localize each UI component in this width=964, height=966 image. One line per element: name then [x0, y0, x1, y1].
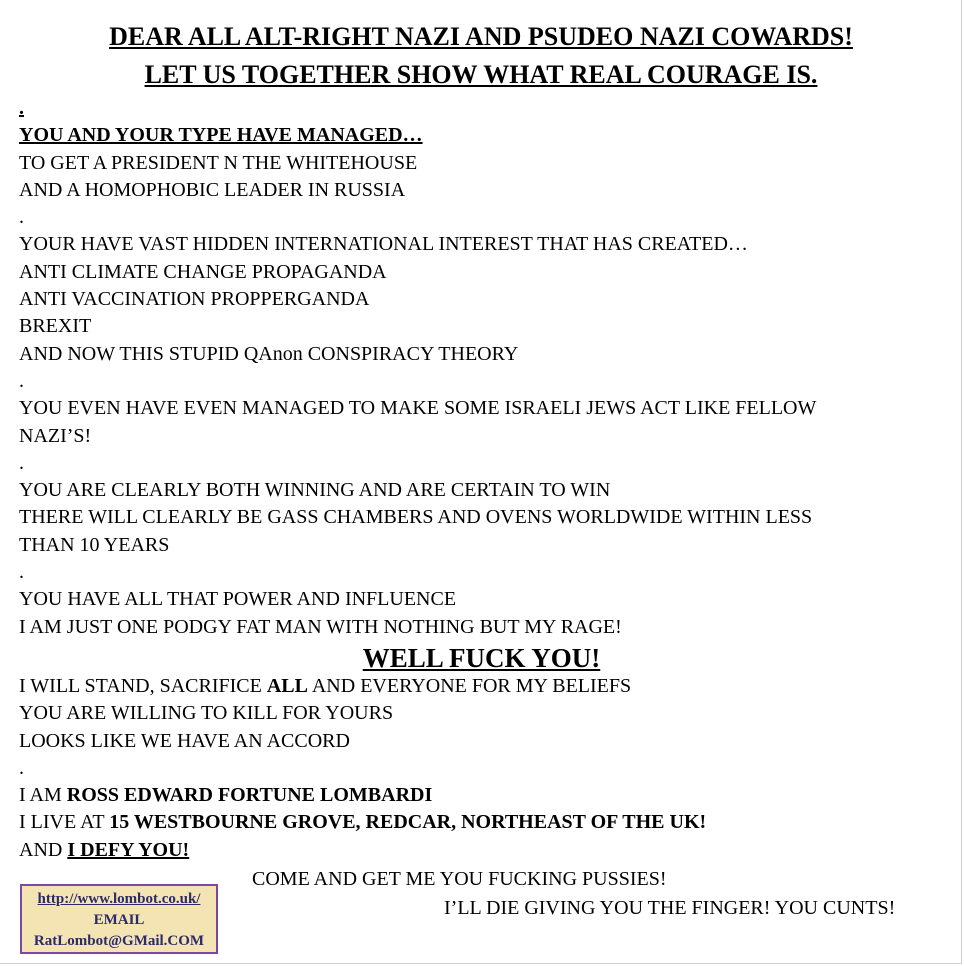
text-span: I WILL STAND, SACRIFICE: [19, 674, 267, 697]
text-line: YOU EVEN HAVE EVEN MANAGED TO MAKE SOME ISRAELI JEWS ACT LIKE FELLOW: [19, 397, 817, 420]
text-line: BREXIT: [19, 315, 92, 338]
defy-emphasis: I DEFY YOU!: [67, 838, 190, 861]
closing-line-1: COME AND GET ME YOU FUCKING PUSSIES!: [252, 868, 667, 890]
name-line: [19, 782, 949, 809]
closing-line-2: I’LL DIE GIVING YOU THE FINGER! YOU CUNTS!: [444, 897, 896, 919]
separator-dot: .: [19, 756, 24, 779]
emphasis-text: ALL: [266, 674, 308, 697]
text-line: ANTI CLIMATE CHANGE PROPAGANDA: [19, 260, 387, 283]
text-line: THAN 10 YEARS: [19, 533, 170, 556]
separator-dot: .: [19, 97, 24, 119]
text-line: LOOKS LIKE WE HAVE AN ACCORD: [19, 729, 350, 752]
separator-dot: .: [19, 561, 24, 584]
text-line: YOUR HAVE VAST HIDDEN INTERNATIONAL INTEREST THAT HAS CREATED…: [19, 233, 748, 256]
text-line: YOU HAVE ALL THAT POWER AND INFLUENCE: [19, 588, 457, 611]
letter-body: [19, 95, 949, 864]
author-name: ROSS EDWARD FORTUNE LOMBARDI: [66, 784, 433, 807]
address-line: [19, 809, 949, 836]
title-line-2: LET US TOGETHER SHOW WHAT REAL COURAGE IS.: [144, 60, 818, 89]
text-span: AND EVERYONE FOR MY BELIEFS: [307, 674, 632, 697]
text-line: YOU ARE CLEARLY BOTH WINNING AND ARE CERTAIN TO WIN: [19, 479, 611, 502]
separator-dot: .: [19, 451, 24, 474]
website-link[interactable]: http://www.lombot.co.uk/: [37, 891, 201, 907]
email-address[interactable]: RatLombot@GMail.COM: [33, 933, 205, 949]
text-line: ANTI VACCINATION PROPPERGANDA: [19, 288, 370, 311]
text-span: I LIVE AT: [19, 811, 110, 834]
separator-dot: .: [19, 206, 24, 229]
text-line: AND NOW THIS STUPID QAnon CONSPIRACY THEORY: [19, 342, 519, 365]
text-span: AND: [19, 838, 68, 861]
text-line: NAZI’S!: [19, 424, 92, 447]
text-line: THERE WILL CLEARLY BE GASS CHAMBERS AND OVENS WORLDWIDE WITHIN LESS: [19, 506, 813, 529]
exclamation-heading: WELL FUCK YOU!: [362, 642, 601, 673]
text-span: I AM: [19, 784, 67, 807]
defy-line: [19, 837, 949, 864]
author-address: 15 WESTBOURNE GROVE, REDCAR, NORTHEAST OF THE UK!: [109, 811, 707, 834]
text-line: YOU ARE WILLING TO KILL FOR YOURS: [19, 702, 394, 725]
text-line: [19, 673, 949, 700]
text-line: I AM JUST ONE PODGY FAT MAN WITH NOTHING BUT MY RAGE!: [19, 615, 622, 638]
text-line: TO GET A PRESIDENT N THE WHITEHOUSE: [19, 151, 418, 174]
contact-box: [20, 884, 218, 954]
section-heading: YOU AND YOUR TYPE HAVE MANAGED…: [19, 124, 423, 147]
separator-dot: .: [19, 369, 24, 392]
email-label: EMAIL: [93, 912, 145, 928]
text-line: AND A HOMOPHOBIC LEADER IN RUSSIA: [19, 178, 406, 201]
title-line-1: DEAR ALL ALT-RIGHT NAZI AND PSUDEO NAZI COWARDS!: [109, 22, 853, 51]
